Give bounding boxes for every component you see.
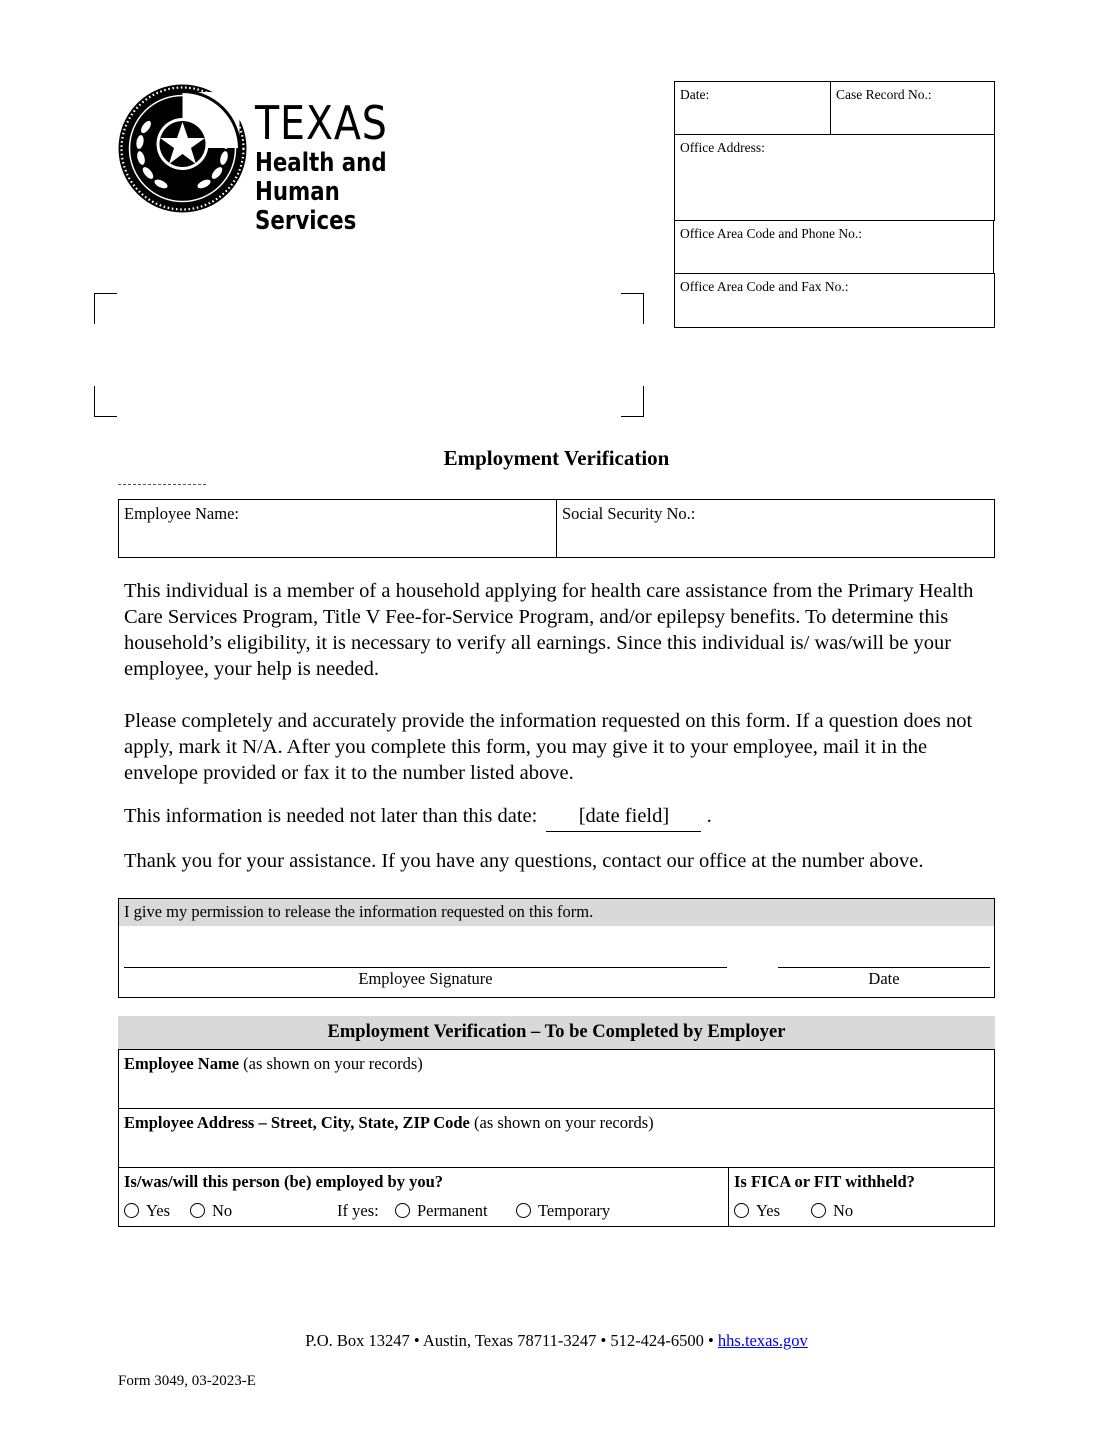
office-address-cell[interactable] [674,134,995,221]
signature-date-line[interactable] [778,967,990,968]
permanent-option[interactable] [395,1201,488,1221]
permission-box [118,898,995,998]
thank-you-paragraph: Thank you for your assistance. If you have any questions, contact our office at the number above. [124,850,924,872]
employee-signature-label: Employee Signature [358,969,493,988]
case-record-cell[interactable] [830,81,995,135]
date-label: Date: [680,87,710,102]
deadline-date-field[interactable]: [date field] [546,803,701,832]
employee-info-box [118,499,995,558]
office-info-box [674,81,995,328]
radio-icon[interactable] [190,1203,205,1218]
permanent-label: Permanent [417,1201,488,1220]
address-window-corner-bottom-left [94,386,117,417]
fica-no-option[interactable] [811,1201,853,1221]
deadline-label: This information is needed not later than this date: [124,805,538,827]
employed-no-label: No [212,1201,233,1220]
employed-yes-label: Yes [146,1201,171,1220]
temporary-option[interactable] [516,1201,610,1221]
address-window-corner-top-right [621,293,644,324]
employer-employee-address-label: Employee Address – Street, City, State, ZIP Code [124,1113,470,1132]
employer-employee-name-field[interactable] [119,1050,994,1109]
office-phone-cell[interactable] [674,220,994,274]
deadline-line [124,803,712,832]
employed-yes-option[interactable] [124,1201,170,1221]
footer-contact: P.O. Box 13247 • Austin, Texas 78711-3247 • 512-424-6500 • [305,1331,718,1350]
radio-icon[interactable] [734,1203,749,1218]
texas-star-seal-icon [116,82,249,215]
instructions-paragraph: Please completely and accurately provide the information requested on this form. If a question does not apply, mark it N/A. After you complete this form, you may give it to your employee, mail it in the envelope provided or fax it to the number listed above. [124,710,973,784]
fica-question: Is FICA or FIT withheld? [734,1172,915,1191]
address-window-corner-top-left [94,293,117,324]
signature-date-label: Date [868,969,900,988]
hhs-logo [116,82,461,236]
employer-employee-name-note: (as shown on your records) [239,1054,423,1073]
fica-yes-label: Yes [756,1201,781,1220]
date-cell[interactable] [674,81,831,135]
divider [118,484,206,485]
office-fax-label: Office Area Code and Fax No.: [680,279,849,294]
employee-signature-line[interactable] [124,967,727,968]
intro-paragraph: This individual is a member of a household applying for health care assistance from the Primary Health Care Services Program, Title V Fee-for-Service Program, and/or epilepsy benefits. To determine this household’s eligibility, it is necessary to verify all earnings. Since this individual is/ was/will be your employee, your help is needed. [124,580,974,680]
employee-name-field[interactable] [119,500,557,557]
employer-section [118,1049,995,1227]
radio-icon[interactable] [811,1203,826,1218]
logo-wordmark: TEXAS [255,96,388,150]
employer-employee-name-label: Employee Name [124,1054,240,1073]
radio-icon[interactable] [395,1203,410,1218]
employer-section-header: Employment Verification – To be Completed by Employer [118,1016,995,1049]
temporary-label: Temporary [538,1201,611,1220]
hhs-website-link[interactable]: hhs.texas.gov [717,1331,808,1350]
office-phone-label: Office Area Code and Phone No.: [680,226,862,241]
page-title: Employment Verification [443,446,670,470]
logo-subtitle-line2: Services [255,206,357,236]
office-address-label: Office Address: [680,140,765,155]
logo-subtitle-line1: Health and Human [255,148,387,207]
employee-name-label: Employee Name: [124,504,240,523]
address-window-corner-bottom-right [621,386,644,417]
ssn-label: Social Security No.: [562,504,696,523]
permission-statement: I give my permission to release the information requested on this form. [119,899,994,926]
if-yes-label: If yes: [337,1201,379,1220]
employment-question: Is/was/will this person (be) employed by you? [124,1172,444,1191]
deadline-period: . [706,805,712,827]
fica-yes-option[interactable] [734,1201,780,1221]
employed-no-option[interactable] [190,1201,232,1221]
radio-icon[interactable] [516,1203,531,1218]
form-number: Form 3049, 03-2023-E [118,1373,256,1389]
office-fax-cell[interactable] [674,273,995,328]
ssn-field[interactable] [557,500,994,557]
radio-icon[interactable] [124,1203,139,1218]
footer-address [0,1331,1113,1351]
employer-employee-address-field[interactable] [119,1109,994,1168]
employer-employee-address-note: (as shown on your records) [469,1113,654,1132]
fica-no-label: No [833,1201,854,1220]
case-record-label: Case Record No.: [836,87,932,102]
